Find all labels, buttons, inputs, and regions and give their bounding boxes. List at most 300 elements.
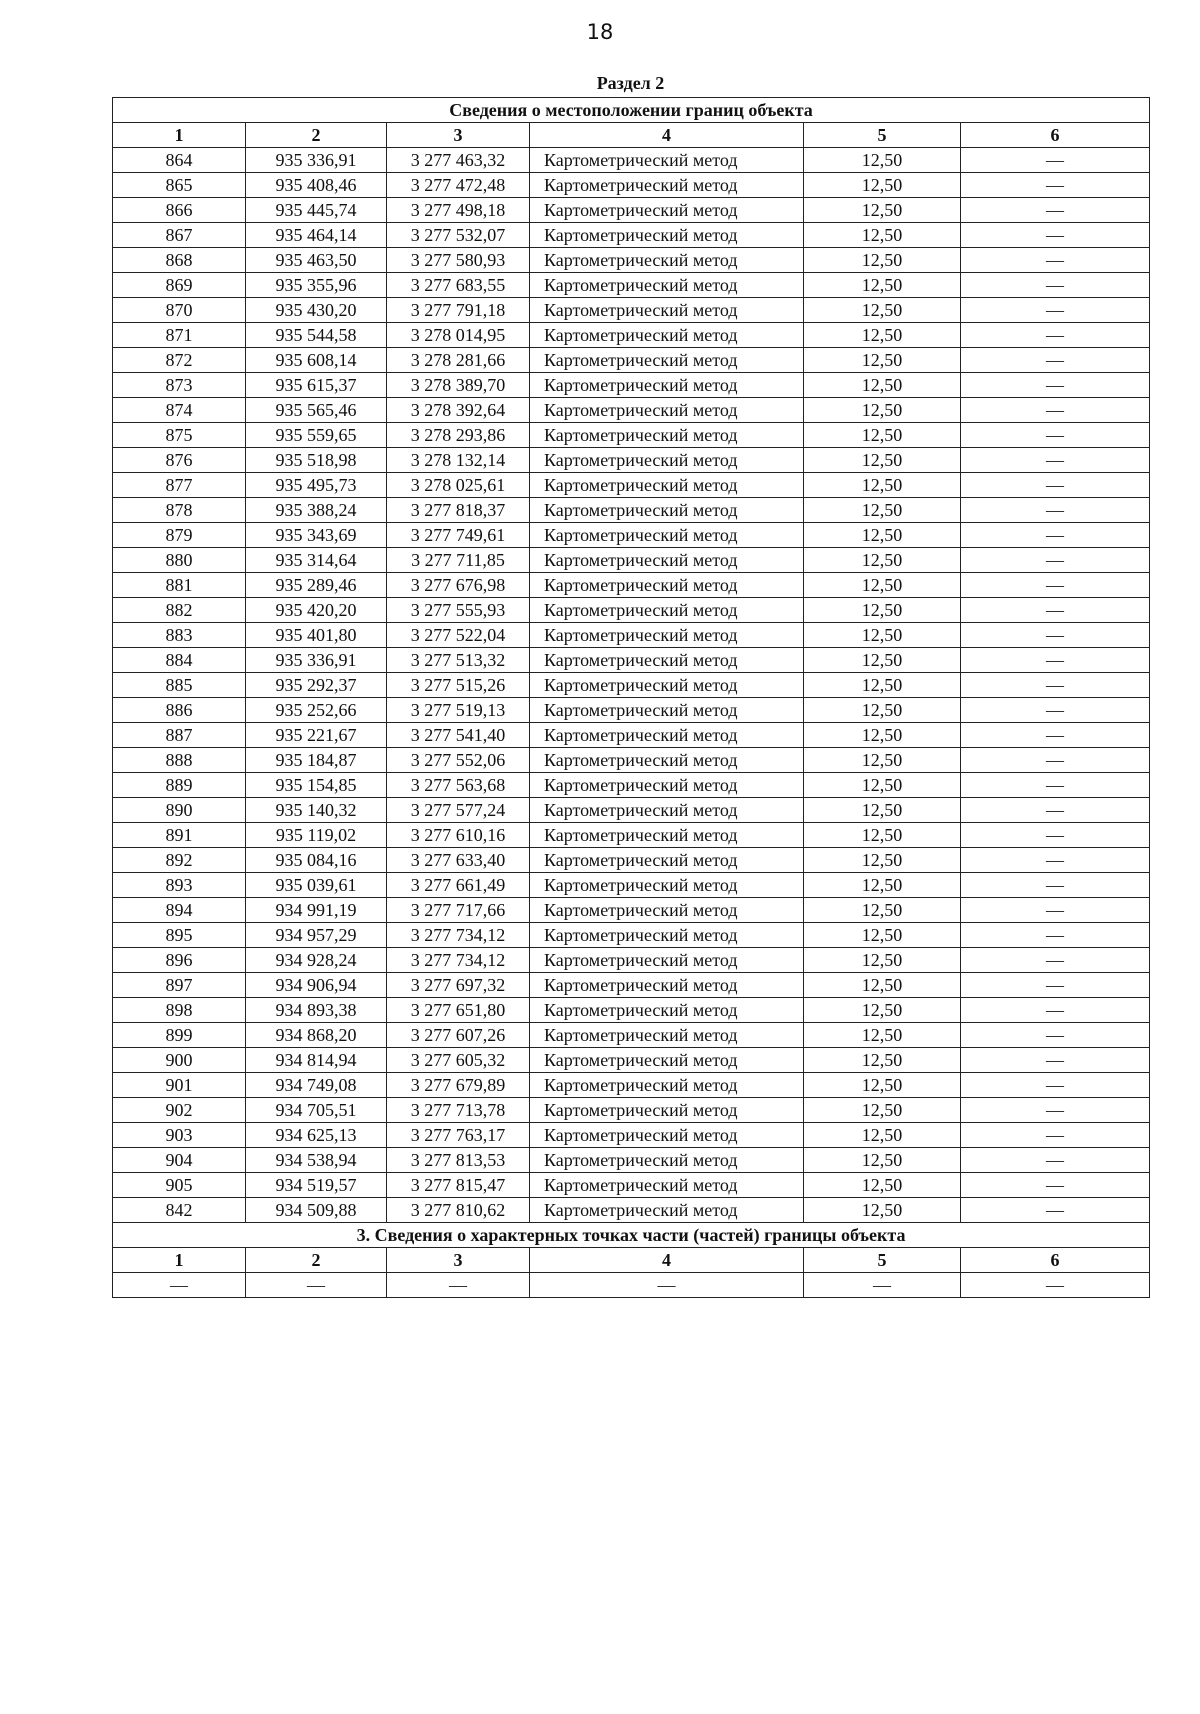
method-cell: Картометрический метод bbox=[530, 173, 804, 198]
precision-cell: 12,50 bbox=[804, 773, 961, 798]
part-column-header: 5 bbox=[804, 1248, 961, 1273]
precision-cell: 12,50 bbox=[804, 998, 961, 1023]
description-cell: — bbox=[961, 1023, 1150, 1048]
coordinate-y-cell: 3 277 563,68 bbox=[387, 773, 530, 798]
description-cell: — bbox=[961, 473, 1150, 498]
method-cell: Картометрический метод bbox=[530, 273, 804, 298]
table-row bbox=[113, 548, 1150, 573]
coordinate-x-cell: 935 221,67 bbox=[246, 723, 387, 748]
point-number-cell: 893 bbox=[113, 873, 246, 898]
coordinate-x-cell: 935 084,16 bbox=[246, 848, 387, 873]
coordinate-x-cell: 935 420,20 bbox=[246, 598, 387, 623]
description-cell: — bbox=[961, 773, 1150, 798]
description-cell: — bbox=[961, 1148, 1150, 1173]
coordinate-x-cell: 935 039,61 bbox=[246, 873, 387, 898]
description-cell: — bbox=[961, 498, 1150, 523]
coordinate-x-cell: 934 928,24 bbox=[246, 948, 387, 973]
description-cell: — bbox=[961, 598, 1150, 623]
coordinate-y-cell: 3 278 132,14 bbox=[387, 448, 530, 473]
coordinate-x-cell: 934 519,57 bbox=[246, 1173, 387, 1198]
method-cell: Картометрический метод bbox=[530, 348, 804, 373]
point-number-cell: 879 bbox=[113, 523, 246, 548]
coordinate-x-cell: 935 430,20 bbox=[246, 298, 387, 323]
description-cell: — bbox=[961, 198, 1150, 223]
precision-cell: 12,50 bbox=[804, 623, 961, 648]
method-cell: Картометрический метод bbox=[530, 1198, 804, 1223]
precision-cell: 12,50 bbox=[804, 1148, 961, 1173]
method-cell: Картометрический метод bbox=[530, 523, 804, 548]
coordinate-y-cell: 3 278 025,61 bbox=[387, 473, 530, 498]
boundary-coordinates-table bbox=[112, 97, 1150, 1298]
description-cell: — bbox=[961, 398, 1150, 423]
coordinate-y-cell: 3 277 463,32 bbox=[387, 148, 530, 173]
coordinate-y-cell: 3 277 815,47 bbox=[387, 1173, 530, 1198]
coordinate-y-cell: 3 277 734,12 bbox=[387, 923, 530, 948]
method-cell: — bbox=[530, 1273, 804, 1298]
description-cell: — bbox=[961, 648, 1150, 673]
part-column-header: 1 bbox=[113, 1248, 246, 1273]
method-cell: Картометрический метод bbox=[530, 973, 804, 998]
precision-cell: 12,50 bbox=[804, 1048, 961, 1073]
description-cell: — bbox=[961, 248, 1150, 273]
table-row bbox=[113, 498, 1150, 523]
description-cell: — bbox=[961, 548, 1150, 573]
coordinate-x-cell: 935 401,80 bbox=[246, 623, 387, 648]
coordinate-y-cell: 3 278 293,86 bbox=[387, 423, 530, 448]
method-cell: Картометрический метод bbox=[530, 623, 804, 648]
part-column-header: 6 bbox=[961, 1248, 1150, 1273]
coordinate-x-cell: 935 343,69 bbox=[246, 523, 387, 548]
description-cell: — bbox=[961, 573, 1150, 598]
table-title: Сведения о местоположении границ объекта bbox=[113, 98, 1150, 123]
coordinate-x-cell: 935 119,02 bbox=[246, 823, 387, 848]
table-row bbox=[113, 1173, 1150, 1198]
coordinate-y-cell: 3 277 813,53 bbox=[387, 1148, 530, 1173]
coordinate-y-cell: 3 277 555,93 bbox=[387, 598, 530, 623]
table-row bbox=[113, 273, 1150, 298]
point-number-cell: 883 bbox=[113, 623, 246, 648]
table-row bbox=[113, 148, 1150, 173]
method-cell: Картометрический метод bbox=[530, 1048, 804, 1073]
coordinate-x-cell: 934 868,20 bbox=[246, 1023, 387, 1048]
method-cell: Картометрический метод bbox=[530, 448, 804, 473]
coordinate-x-cell: 934 749,08 bbox=[246, 1073, 387, 1098]
method-cell: Картометрический метод bbox=[530, 673, 804, 698]
section-title: Раздел 2 bbox=[596, 73, 665, 93]
coordinate-x-cell: 935 445,74 bbox=[246, 198, 387, 223]
method-cell: Картометрический метод bbox=[530, 223, 804, 248]
point-number-cell: 890 bbox=[113, 798, 246, 823]
precision-cell: 12,50 bbox=[804, 598, 961, 623]
part-column-header: 4 bbox=[530, 1248, 804, 1273]
method-cell: Картометрический метод bbox=[530, 548, 804, 573]
point-number-cell: 904 bbox=[113, 1148, 246, 1173]
column-header: 4 bbox=[530, 123, 804, 148]
point-number-cell: 873 bbox=[113, 373, 246, 398]
method-cell: Картометрический метод bbox=[530, 1098, 804, 1123]
coordinate-y-cell: 3 277 818,37 bbox=[387, 498, 530, 523]
point-number-cell: 877 bbox=[113, 473, 246, 498]
precision-cell: 12,50 bbox=[804, 1173, 961, 1198]
coordinate-x-cell: 934 957,29 bbox=[246, 923, 387, 948]
table-row bbox=[113, 248, 1150, 273]
coordinate-x-cell: 934 906,94 bbox=[246, 973, 387, 998]
coordinate-y-cell: 3 277 610,16 bbox=[387, 823, 530, 848]
coordinate-x-cell: 935 388,24 bbox=[246, 498, 387, 523]
precision-cell: 12,50 bbox=[804, 948, 961, 973]
table-row bbox=[113, 1048, 1150, 1073]
method-cell: Картометрический метод bbox=[530, 848, 804, 873]
precision-cell: — bbox=[804, 1273, 961, 1298]
precision-cell: 12,50 bbox=[804, 973, 961, 998]
method-cell: Картометрический метод bbox=[530, 898, 804, 923]
method-cell: Картометрический метод bbox=[530, 498, 804, 523]
table-row bbox=[113, 773, 1150, 798]
method-cell: Картометрический метод bbox=[530, 473, 804, 498]
description-cell: — bbox=[961, 973, 1150, 998]
point-number-cell: 894 bbox=[113, 898, 246, 923]
coordinate-y-cell: 3 278 281,66 bbox=[387, 348, 530, 373]
description-cell: — bbox=[961, 748, 1150, 773]
table-row bbox=[113, 398, 1150, 423]
point-number-cell: 842 bbox=[113, 1198, 246, 1223]
table-row bbox=[113, 698, 1150, 723]
coordinate-x-cell: 935 336,91 bbox=[246, 648, 387, 673]
table-row bbox=[113, 823, 1150, 848]
precision-cell: 12,50 bbox=[804, 573, 961, 598]
point-number-cell: 871 bbox=[113, 323, 246, 348]
method-cell: Картометрический метод bbox=[530, 373, 804, 398]
description-cell: — bbox=[961, 998, 1150, 1023]
method-cell: Картометрический метод bbox=[530, 723, 804, 748]
table-row bbox=[113, 323, 1150, 348]
coordinate-y-cell: 3 277 717,66 bbox=[387, 898, 530, 923]
coordinate-x-cell: 934 509,88 bbox=[246, 1198, 387, 1223]
coordinate-y-cell: 3 277 472,48 bbox=[387, 173, 530, 198]
column-header: 2 bbox=[246, 123, 387, 148]
coordinate-x-cell: 934 538,94 bbox=[246, 1148, 387, 1173]
precision-cell: 12,50 bbox=[804, 823, 961, 848]
table-row bbox=[113, 198, 1150, 223]
coordinate-x-cell: 935 408,46 bbox=[246, 173, 387, 198]
coordinate-x-cell: 935 608,14 bbox=[246, 348, 387, 373]
precision-cell: 12,50 bbox=[804, 1023, 961, 1048]
description-cell: — bbox=[961, 273, 1150, 298]
point-number-cell: — bbox=[113, 1273, 246, 1298]
table-row bbox=[113, 623, 1150, 648]
description-cell: — bbox=[961, 623, 1150, 648]
coordinate-y-cell: 3 277 607,26 bbox=[387, 1023, 530, 1048]
coordinate-y-cell: 3 277 541,40 bbox=[387, 723, 530, 748]
method-cell: Картометрический метод bbox=[530, 873, 804, 898]
coordinate-y-cell: 3 277 522,04 bbox=[387, 623, 530, 648]
coordinate-y-cell: 3 277 749,61 bbox=[387, 523, 530, 548]
column-header: 1 bbox=[113, 123, 246, 148]
coordinate-x-cell: 935 355,96 bbox=[246, 273, 387, 298]
precision-cell: 12,50 bbox=[804, 923, 961, 948]
description-cell: — bbox=[961, 698, 1150, 723]
coordinate-y-cell: 3 277 552,06 bbox=[387, 748, 530, 773]
method-cell: Картометрический метод bbox=[530, 1073, 804, 1098]
precision-cell: 12,50 bbox=[804, 448, 961, 473]
description-cell: — bbox=[961, 223, 1150, 248]
coordinate-x-cell: — bbox=[246, 1273, 387, 1298]
table-row bbox=[113, 1023, 1150, 1048]
point-number-cell: 891 bbox=[113, 823, 246, 848]
precision-cell: 12,50 bbox=[804, 1123, 961, 1148]
coordinate-x-cell: 935 314,64 bbox=[246, 548, 387, 573]
point-number-cell: 865 bbox=[113, 173, 246, 198]
coordinate-y-cell: 3 277 810,62 bbox=[387, 1198, 530, 1223]
description-cell: — bbox=[961, 923, 1150, 948]
precision-cell: 12,50 bbox=[804, 873, 961, 898]
point-number-cell: 869 bbox=[113, 273, 246, 298]
coordinate-x-cell: 935 184,87 bbox=[246, 748, 387, 773]
precision-cell: 12,50 bbox=[804, 1073, 961, 1098]
method-cell: Картометрический метод bbox=[530, 998, 804, 1023]
description-cell: — bbox=[961, 348, 1150, 373]
description-cell: — bbox=[961, 148, 1150, 173]
description-cell: — bbox=[961, 1198, 1150, 1223]
table-row bbox=[113, 973, 1150, 998]
point-number-cell: 870 bbox=[113, 298, 246, 323]
precision-cell: 12,50 bbox=[804, 698, 961, 723]
method-cell: Картометрический метод bbox=[530, 1173, 804, 1198]
column-header: 3 bbox=[387, 123, 530, 148]
coordinate-y-cell: 3 277 763,17 bbox=[387, 1123, 530, 1148]
description-cell: — bbox=[961, 723, 1150, 748]
precision-cell: 12,50 bbox=[804, 248, 961, 273]
description-cell: — bbox=[961, 173, 1150, 198]
point-number-cell: 884 bbox=[113, 648, 246, 673]
precision-cell: 12,50 bbox=[804, 148, 961, 173]
coordinate-y-cell: 3 277 676,98 bbox=[387, 573, 530, 598]
table-row bbox=[113, 898, 1150, 923]
coordinate-y-cell: 3 277 711,85 bbox=[387, 548, 530, 573]
point-number-cell: 878 bbox=[113, 498, 246, 523]
precision-cell: 12,50 bbox=[804, 673, 961, 698]
point-number-cell: 876 bbox=[113, 448, 246, 473]
table-row bbox=[113, 1098, 1150, 1123]
precision-cell: 12,50 bbox=[804, 898, 961, 923]
coordinate-y-cell: 3 278 014,95 bbox=[387, 323, 530, 348]
method-cell: Картометрический метод bbox=[530, 248, 804, 273]
coordinate-x-cell: 934 705,51 bbox=[246, 1098, 387, 1123]
table-row bbox=[113, 448, 1150, 473]
precision-cell: 12,50 bbox=[804, 1098, 961, 1123]
coordinate-x-cell: 935 292,37 bbox=[246, 673, 387, 698]
table-row bbox=[113, 423, 1150, 448]
description-cell: — bbox=[961, 298, 1150, 323]
description-cell: — bbox=[961, 1073, 1150, 1098]
table-row bbox=[113, 373, 1150, 398]
table-row bbox=[113, 473, 1150, 498]
coordinate-y-cell: 3 277 498,18 bbox=[387, 198, 530, 223]
coordinate-y-cell: 3 277 532,07 bbox=[387, 223, 530, 248]
precision-cell: 12,50 bbox=[804, 1198, 961, 1223]
point-number-cell: 885 bbox=[113, 673, 246, 698]
point-number-cell: 895 bbox=[113, 923, 246, 948]
method-cell: Картометрический метод bbox=[530, 323, 804, 348]
description-cell: — bbox=[961, 523, 1150, 548]
table-row bbox=[113, 223, 1150, 248]
coordinate-x-cell: 935 464,14 bbox=[246, 223, 387, 248]
table-row bbox=[113, 1073, 1150, 1098]
method-cell: Картометрический метод bbox=[530, 1123, 804, 1148]
precision-cell: 12,50 bbox=[804, 648, 961, 673]
coordinate-x-cell: 935 615,37 bbox=[246, 373, 387, 398]
point-number-cell: 897 bbox=[113, 973, 246, 998]
description-cell: — bbox=[961, 373, 1150, 398]
coordinate-x-cell: 935 252,66 bbox=[246, 698, 387, 723]
point-number-cell: 872 bbox=[113, 348, 246, 373]
coordinate-y-cell: 3 277 605,32 bbox=[387, 1048, 530, 1073]
point-number-cell: 901 bbox=[113, 1073, 246, 1098]
coordinate-x-cell: 934 814,94 bbox=[246, 1048, 387, 1073]
method-cell: Картометрический метод bbox=[530, 773, 804, 798]
description-cell: — bbox=[961, 448, 1150, 473]
point-number-cell: 874 bbox=[113, 398, 246, 423]
precision-cell: 12,50 bbox=[804, 798, 961, 823]
precision-cell: 12,50 bbox=[804, 348, 961, 373]
table-row bbox=[113, 723, 1150, 748]
coordinate-y-cell: 3 277 734,12 bbox=[387, 948, 530, 973]
precision-cell: 12,50 bbox=[804, 373, 961, 398]
method-cell: Картометрический метод bbox=[530, 198, 804, 223]
point-number-cell: 867 bbox=[113, 223, 246, 248]
point-number-cell: 902 bbox=[113, 1098, 246, 1123]
method-cell: Картометрический метод bbox=[530, 823, 804, 848]
table-row bbox=[113, 673, 1150, 698]
coordinate-y-cell: — bbox=[387, 1273, 530, 1298]
coordinate-y-cell: 3 277 651,80 bbox=[387, 998, 530, 1023]
point-number-cell: 892 bbox=[113, 848, 246, 873]
precision-cell: 12,50 bbox=[804, 498, 961, 523]
table-row bbox=[113, 598, 1150, 623]
point-number-cell: 875 bbox=[113, 423, 246, 448]
coordinate-x-cell: 935 565,46 bbox=[246, 398, 387, 423]
method-cell: Картометрический метод bbox=[530, 148, 804, 173]
method-cell: Картометрический метод bbox=[530, 923, 804, 948]
precision-cell: 12,50 bbox=[804, 548, 961, 573]
precision-cell: 12,50 bbox=[804, 473, 961, 498]
table-row bbox=[113, 798, 1150, 823]
point-number-cell: 881 bbox=[113, 573, 246, 598]
coordinate-x-cell: 935 289,46 bbox=[246, 573, 387, 598]
method-cell: Картометрический метод bbox=[530, 423, 804, 448]
description-cell: — bbox=[961, 423, 1150, 448]
precision-cell: 12,50 bbox=[804, 198, 961, 223]
coordinate-x-cell: 935 559,65 bbox=[246, 423, 387, 448]
table-row bbox=[113, 923, 1150, 948]
part-column-header: 2 bbox=[246, 1248, 387, 1273]
table-row bbox=[113, 573, 1150, 598]
column-header: 6 bbox=[961, 123, 1150, 148]
part-header-row bbox=[113, 1248, 1150, 1273]
table-row bbox=[113, 948, 1150, 973]
table-row bbox=[113, 1148, 1150, 1173]
coordinate-x-cell: 935 336,91 bbox=[246, 148, 387, 173]
description-cell: — bbox=[961, 898, 1150, 923]
method-cell: Картометрический метод bbox=[530, 748, 804, 773]
coordinate-x-cell: 934 625,13 bbox=[246, 1123, 387, 1148]
table-row bbox=[113, 848, 1150, 873]
part-title: 3. Сведения о характерных точках части (частей) границы объекта bbox=[113, 1223, 1150, 1248]
point-number-cell: 864 bbox=[113, 148, 246, 173]
point-number-cell: 900 bbox=[113, 1048, 246, 1073]
column-header: 5 bbox=[804, 123, 961, 148]
method-cell: Картометрический метод bbox=[530, 1148, 804, 1173]
coordinate-y-cell: 3 278 389,70 bbox=[387, 373, 530, 398]
point-number-cell: 899 bbox=[113, 1023, 246, 1048]
point-number-cell: 888 bbox=[113, 748, 246, 773]
method-cell: Картометрический метод bbox=[530, 298, 804, 323]
precision-cell: 12,50 bbox=[804, 423, 961, 448]
precision-cell: 12,50 bbox=[804, 323, 961, 348]
coordinate-y-cell: 3 277 580,93 bbox=[387, 248, 530, 273]
coordinate-y-cell: 3 277 577,24 bbox=[387, 798, 530, 823]
description-cell: — bbox=[961, 673, 1150, 698]
point-number-cell: 887 bbox=[113, 723, 246, 748]
table-title-row bbox=[113, 98, 1150, 123]
point-number-cell: 905 bbox=[113, 1173, 246, 1198]
point-number-cell: 886 bbox=[113, 698, 246, 723]
part-title-row bbox=[113, 1223, 1150, 1248]
coordinate-y-cell: 3 277 661,49 bbox=[387, 873, 530, 898]
coordinate-y-cell: 3 277 683,55 bbox=[387, 273, 530, 298]
point-number-cell: 896 bbox=[113, 948, 246, 973]
table-row bbox=[113, 648, 1150, 673]
description-cell: — bbox=[961, 848, 1150, 873]
method-cell: Картометрический метод bbox=[530, 698, 804, 723]
description-cell: — bbox=[961, 948, 1150, 973]
method-cell: Картометрический метод bbox=[530, 948, 804, 973]
point-number-cell: 882 bbox=[113, 598, 246, 623]
description-cell: — bbox=[961, 1048, 1150, 1073]
coordinate-x-cell: 935 140,32 bbox=[246, 798, 387, 823]
table-row bbox=[113, 1123, 1150, 1148]
table-body bbox=[113, 98, 1150, 1298]
precision-cell: 12,50 bbox=[804, 398, 961, 423]
description-cell: — bbox=[961, 1123, 1150, 1148]
point-number-cell: 880 bbox=[113, 548, 246, 573]
coordinate-x-cell: 935 495,73 bbox=[246, 473, 387, 498]
description-cell: — bbox=[961, 1173, 1150, 1198]
description-cell: — bbox=[961, 1098, 1150, 1123]
description-cell: — bbox=[961, 798, 1150, 823]
coordinate-x-cell: 935 154,85 bbox=[246, 773, 387, 798]
coordinate-y-cell: 3 278 392,64 bbox=[387, 398, 530, 423]
description-cell: — bbox=[961, 873, 1150, 898]
coordinate-x-cell: 935 544,58 bbox=[246, 323, 387, 348]
point-number-cell: 898 bbox=[113, 998, 246, 1023]
coordinate-x-cell: 934 991,19 bbox=[246, 898, 387, 923]
point-number-cell: 903 bbox=[113, 1123, 246, 1148]
coordinate-y-cell: 3 277 713,78 bbox=[387, 1098, 530, 1123]
precision-cell: 12,50 bbox=[804, 523, 961, 548]
precision-cell: 12,50 bbox=[804, 298, 961, 323]
coordinate-y-cell: 3 277 679,89 bbox=[387, 1073, 530, 1098]
method-cell: Картометрический метод bbox=[530, 648, 804, 673]
part-column-header: 3 bbox=[387, 1248, 530, 1273]
precision-cell: 12,50 bbox=[804, 748, 961, 773]
description-cell: — bbox=[961, 323, 1150, 348]
coordinate-y-cell: 3 277 519,13 bbox=[387, 698, 530, 723]
table-row bbox=[113, 1198, 1150, 1223]
table-row bbox=[113, 348, 1150, 373]
column-header-row bbox=[113, 123, 1150, 148]
method-cell: Картометрический метод bbox=[530, 598, 804, 623]
